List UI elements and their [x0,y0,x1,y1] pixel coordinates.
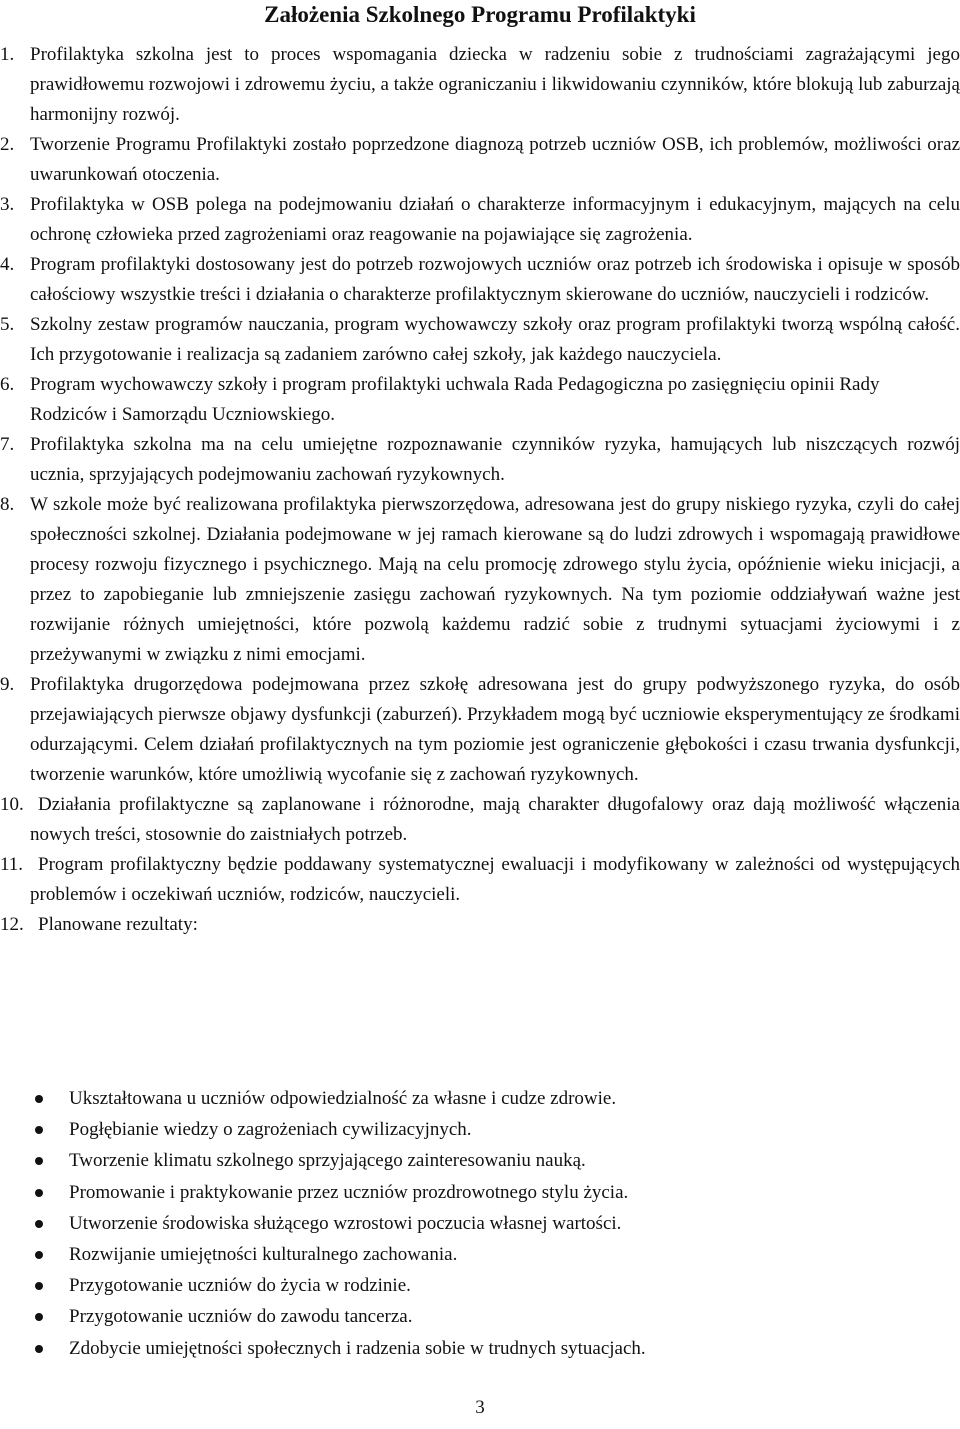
bullet-icon [35,1095,43,1103]
item-text: Profilaktyka szkolna ma na celu umiejętne rozpoznawanie czynników ryzyka, hamujących lub niszczących rozwój ucznia, sprzyjających podejmowaniu zachowań ryzykownych. [30,434,960,485]
list-item [0,490,960,670]
bullet-icon [35,1220,43,1228]
bullet-text: Ukształtowana u uczniów odpowiedzialność za własne i cudze zdrowie. [69,1088,617,1109]
bullet-item [0,1208,960,1239]
bullet-text: Promowanie i praktykowanie przez uczniów prozdrowotnego stylu życia. [69,1181,629,1203]
document-title: Założenia Szkolnego Programu Profilaktyki [264,2,696,27]
list-item [0,250,960,310]
item-number: 11. [0,854,24,875]
bullet-icon [35,1251,43,1259]
item-text: Profilaktyka drugorzędowa podejmowana przez szkołę adresowana jest do grupy podwyższonego ryzyka, do osób przejawiających pierwsze objawy dysfunkcji (zaburzeń). Przykładem mogą być uczniowie eksperymentujący ze środkami odurzającymi. Celem działań profilaktycznych na tym poziomie jest ograniczenie głębokości i czasu trwania dysfunkcji, tworzenie warunków, które umożliwią wycofanie się z zachowań ryzykownych. [30,674,960,785]
item-text: Szkolny zestaw programów nauczania, program wychowawczy szkoły oraz program profilaktyki tworzą wspólną całość. Ich przygotowanie i realizacja są zadaniem zarówno całej szkoły, jak każdego nauczyciela. [30,314,960,365]
bullet-text: Przygotowanie uczniów do życia w rodzinie. [69,1275,411,1297]
bullet-item [0,1270,960,1301]
item-text: Program profilaktyki dostosowany jest do potrzeb rozwojowych uczniów oraz potrzeb ich środowiska i opisuje w sposób całościowy wszystkie treści i działania o charakterze profilaktycznym skierowane do uczniów, nauczycieli i rodziców. [30,254,960,305]
item-text: Tworzenie Programu Profilaktyki zostało poprzedzone diagnozą potrzeb uczniów OSB, ich problemów, możliwości oraz uwarunkowań otoczenia. [30,134,960,185]
list-item [0,850,960,910]
item-number: 10. [0,794,24,815]
bullet-item [0,1083,960,1114]
list-item [0,40,960,130]
item-number: 7. [0,434,15,455]
bullet-item [0,1114,960,1145]
bullet-text: Tworzenie klimatu szkolnego sprzyjającego zainteresowaniu nauką. [69,1150,586,1172]
item-number: 2. [0,134,15,155]
item-number: 3. [0,194,15,215]
item-text: Profilaktyka szkolna jest to proces wspomagania dziecka w radzeniu sobie z trudnościami zagrażającymi jego prawidłowemu rozwojowi i zdrowemu życiu, a także ograniczaniu i likwidowaniu czynników, które blokują lub zaburzają harmonijny rozwój. [30,44,960,125]
item-text: Działania profilaktyczne są zaplanowane i różnorodne, mają charakter długofalowy oraz dają możliwość włączenia nowych treści, stosownie do zaistniałych potrzeb. [30,794,960,845]
item-text: Profilaktyka w OSB polega na podejmowaniu działań o charakterze informacyjnym i edukacyjnym, mających na celu ochronę człowieka przed zagrożeniami oraz reagowanie na pojawiające się zagrożenia. [30,194,960,245]
list-item [0,190,960,250]
list-item [0,310,960,370]
bullet-item [0,1301,960,1332]
bullet-item [0,1333,960,1364]
item-text: Program wychowawczy szkoły i program profilaktyki uchwala Rada Pedagogiczna po zasięgnięciu opinii Rady Rodziców i Samorządu Uczniowskiego. [30,374,880,425]
list-item [0,910,960,940]
bullet-text: Pogłębianie wiedzy o zagrożeniach cywilizacyjnych. [69,1119,472,1141]
item-number: 8. [0,494,15,515]
item-text: Program profilaktyczny będzie poddawany systematycznej ewaluacji i modyfikowany w zależności od występujących problemów i oczekiwań uczniów, rodziców, nauczycieli. [30,854,960,905]
bullet-item [0,1177,960,1208]
bullet-icon [35,1313,43,1321]
bullet-icon [35,1157,43,1165]
item-number: 9. [0,674,15,695]
list-item [0,130,960,190]
planned-results-list [0,1083,960,1364]
item-text: W szkole może być realizowana profilaktyka pierwszorzędowa, adresowana jest do grupy niskiego ryzyka, czyli do całej społeczności szkolnej. Działania podejmowane w jej ramach kierowane są do ludzi zdrowych i wspomagają prawidłowe procesy rozwoju fizycznego i psychicznego. Mają na celu promocję zdrowego stylu życia, opóźnienie wieku inicjacji, a przez to zapobieganie lub zmniejszenie zasięgu zachowań ryzykownych. Na tym poziomie oddziaływań ważne jest rozwijanie różnych umiejętności, które pozwolą każdemu radzić sobie z trudnymi sytuacjami życiowymi i z przeżywanymi w związku z nimi emocjami. [30,494,960,665]
bullet-text: Rozwijanie umiejętności kulturalnego zachowania. [69,1243,458,1265]
item-number: 6. [0,374,15,395]
bullet-text: Utworzenie środowiska służącego wzrostowi poczucia własnej wartości. [69,1212,622,1234]
list-item [0,670,960,790]
bullet-icon [35,1345,43,1353]
page-number: 3 [475,1397,485,1418]
item-text: Planowane rezultaty: [38,914,198,935]
list-item [0,430,960,490]
item-number: 1. [0,44,15,65]
bullet-icon [35,1189,43,1197]
bullet-item [0,1239,960,1270]
bullet-icon [35,1282,43,1290]
bullet-item [0,1145,960,1176]
bullet-text: Przygotowanie uczniów do zawodu tancerza. [69,1306,413,1328]
bullet-icon [35,1126,43,1134]
list-item [0,370,960,430]
list-item [0,790,960,850]
item-number: 12. [0,914,24,935]
numbered-list [0,40,960,940]
item-number: 5. [0,314,15,335]
bullet-text: Zdobycie umiejętności społecznych i radzenia sobie w trudnych sytuacjach. [69,1337,646,1359]
item-number: 4. [0,254,15,275]
